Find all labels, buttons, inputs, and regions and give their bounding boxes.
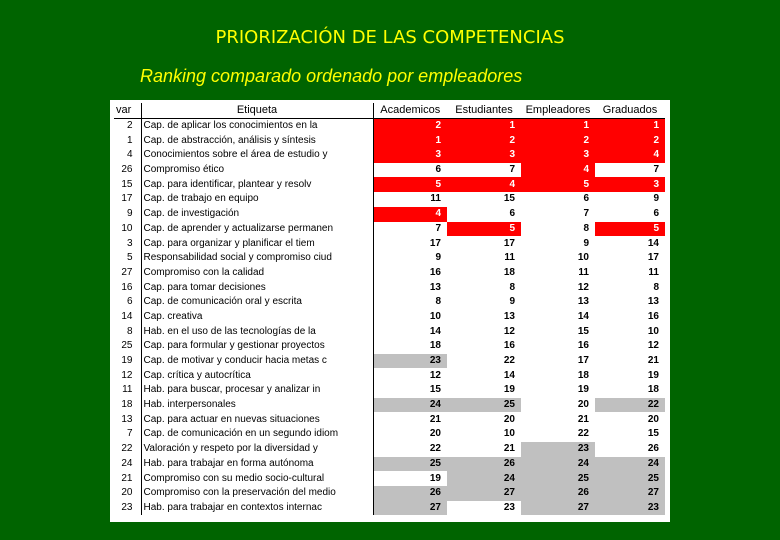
cell-estudiantes: 6 [509, 208, 515, 220]
cell-estudiantes: 5 [447, 222, 521, 237]
cell-academicos: 8 [435, 296, 441, 308]
cell-academicos: 13 [429, 281, 441, 293]
cell-graduados: 6 [653, 208, 659, 220]
cell-graduados: 12 [647, 340, 659, 352]
cell-empleadores: 24 [521, 457, 595, 472]
table-row [114, 148, 665, 163]
cell-estudiantes: 18 [503, 266, 515, 278]
cell-empleadores: 25 [521, 471, 595, 486]
cell-graduados: 22 [595, 398, 665, 413]
cell-estudiantes: 19 [503, 384, 515, 396]
cell-empleadores: 1 [521, 118, 595, 133]
cell-etiqueta: Compromiso con la preservación del medio [141, 486, 373, 501]
cell-etiqueta: Cap. creativa [141, 310, 373, 325]
header-etiqueta: Etiqueta [141, 103, 373, 118]
table-header-row [114, 103, 665, 118]
cell-etiqueta: Cap. de trabajo en equipo [141, 192, 373, 207]
cell-graduados: 27 [595, 486, 665, 501]
cell-etiqueta: Valoración y respeto por la diversidad y [141, 442, 373, 457]
cell-empleadores: 26 [521, 486, 595, 501]
cell-estudiantes: 3 [447, 148, 521, 163]
cell-graduados: 2 [595, 133, 665, 148]
cell-academicos: 20 [429, 428, 441, 440]
table-row [114, 383, 665, 398]
cell-graduados: 18 [647, 384, 659, 396]
table-row [114, 486, 665, 501]
cell-var: 20 [114, 486, 141, 501]
cell-var: 7 [114, 427, 141, 442]
cell-empleadores: 19 [577, 384, 589, 396]
table-row [114, 192, 665, 207]
cell-estudiantes: 12 [503, 325, 515, 337]
cell-etiqueta: Compromiso con su medio socio-cultural [141, 471, 373, 486]
cell-graduados: 3 [595, 177, 665, 192]
table-row [114, 324, 665, 339]
cell-etiqueta: Cap. crítica y autocrítica [141, 368, 373, 383]
cell-empleadores: 11 [578, 266, 589, 278]
cell-etiqueta: Cap. de aprender y actualizarse permanen [141, 222, 373, 237]
cell-var: 23 [114, 501, 141, 516]
cell-etiqueta: Cap. de aplicar los conocimientos en la [141, 118, 373, 133]
cell-etiqueta: Hab. para trabajar en contextos internac [141, 501, 373, 516]
ranking-table [114, 103, 665, 515]
cell-graduados: 13 [647, 296, 659, 308]
cell-etiqueta: Cap. para organizar y planificar el tiem [141, 236, 373, 251]
cell-var: 17 [114, 192, 141, 207]
cell-academicos: 25 [373, 457, 447, 472]
cell-var: 8 [114, 324, 141, 339]
table-row [114, 412, 665, 427]
cell-academicos: 9 [435, 252, 441, 264]
cell-etiqueta: Cap. de motivar y conducir hacia metas c [141, 354, 373, 369]
cell-graduados: 7 [653, 164, 659, 176]
header-academicos: Academicos [373, 103, 447, 118]
cell-graduados: 15 [647, 428, 659, 440]
cell-academicos: 16 [429, 266, 441, 278]
table-row [114, 457, 665, 472]
cell-academicos: 14 [429, 325, 441, 337]
cell-etiqueta: Hab. para trabajar en forma autónoma [141, 457, 373, 472]
header-graduados: Graduados [595, 103, 665, 118]
cell-estudiantes: 1 [447, 118, 521, 133]
cell-empleadores: 17 [577, 355, 589, 367]
cell-academicos: 21 [429, 413, 441, 425]
cell-academicos: 6 [435, 164, 441, 176]
cell-graduados: 9 [653, 193, 659, 205]
cell-var: 14 [114, 310, 141, 325]
cell-etiqueta: Compromiso ético [141, 163, 373, 178]
cell-var: 12 [114, 368, 141, 383]
table-row [114, 471, 665, 486]
cell-graduados: 17 [647, 252, 659, 264]
cell-estudiantes: 13 [503, 310, 515, 322]
cell-academicos: 4 [373, 207, 447, 222]
table-row [114, 295, 665, 310]
cell-academicos: 12 [429, 369, 441, 381]
cell-graduados: 11 [648, 266, 659, 278]
cell-estudiantes: 20 [503, 413, 515, 425]
cell-var: 6 [114, 295, 141, 310]
table-row [114, 251, 665, 266]
cell-etiqueta: Responsabilidad social y compromiso ciud [141, 251, 373, 266]
cell-estudiantes: 9 [509, 296, 515, 308]
cell-var: 25 [114, 339, 141, 354]
cell-academicos: 5 [373, 177, 447, 192]
cell-academicos: 22 [429, 443, 441, 455]
cell-empleadores: 21 [577, 413, 589, 425]
cell-academicos: 18 [429, 340, 441, 352]
cell-estudiantes: 11 [504, 252, 515, 264]
cell-etiqueta: Compromiso con la calidad [141, 266, 373, 281]
cell-etiqueta: Cap. de comunicación en un segundo idiom [141, 427, 373, 442]
cell-academicos: 10 [429, 310, 441, 322]
cell-academicos: 23 [373, 354, 447, 369]
table-row [114, 368, 665, 383]
table-row [114, 310, 665, 325]
cell-estudiantes: 2 [447, 133, 521, 148]
table-row [114, 177, 665, 192]
table-row [114, 339, 665, 354]
cell-var: 16 [114, 280, 141, 295]
cell-estudiantes: 10 [503, 428, 515, 440]
cell-etiqueta: Hab. interpersonales [141, 398, 373, 413]
cell-empleadores: 18 [577, 369, 589, 381]
table-row [114, 266, 665, 281]
cell-var: 27 [114, 266, 141, 281]
cell-academicos: 3 [373, 148, 447, 163]
table-row [114, 163, 665, 178]
table-row [114, 222, 665, 237]
cell-graduados: 23 [595, 501, 665, 516]
cell-var: 9 [114, 207, 141, 222]
cell-estudiantes: 27 [447, 486, 521, 501]
cell-academicos: 17 [429, 237, 441, 249]
cell-graduados: 21 [647, 355, 659, 367]
table-body [114, 118, 665, 515]
cell-var: 5 [114, 251, 141, 266]
cell-var: 4 [114, 148, 141, 163]
cell-estudiantes: 22 [503, 355, 515, 367]
cell-estudiantes: 16 [503, 340, 515, 352]
cell-etiqueta: Cap. para actuar en nuevas situaciones [141, 412, 373, 427]
cell-empleadores: 5 [521, 177, 595, 192]
header-empleadores: Empleadores [521, 103, 595, 118]
cell-estudiantes: 24 [447, 471, 521, 486]
cell-var: 3 [114, 236, 141, 251]
table-row [114, 133, 665, 148]
cell-var: 21 [114, 471, 141, 486]
cell-var: 11 [114, 383, 141, 398]
cell-graduados: 4 [595, 148, 665, 163]
cell-empleadores: 14 [577, 310, 589, 322]
cell-estudiantes: 7 [509, 164, 515, 176]
cell-empleadores: 4 [521, 163, 595, 178]
cell-estudiantes: 23 [503, 501, 515, 513]
cell-graduados: 19 [647, 369, 659, 381]
cell-etiqueta: Cap. de comunicación oral y escrita [141, 295, 373, 310]
page-subtitle: Ranking comparado ordenado por empleadores [140, 66, 523, 86]
cell-var: 10 [114, 222, 141, 237]
table-row [114, 354, 665, 369]
cell-empleadores: 2 [521, 133, 595, 148]
cell-academicos: 11 [430, 193, 441, 205]
table-row [114, 207, 665, 222]
cell-estudiantes: 26 [447, 457, 521, 472]
cell-empleadores: 9 [583, 237, 589, 249]
cell-empleadores: 22 [577, 428, 589, 440]
table-row [114, 501, 665, 516]
cell-estudiantes: 14 [503, 369, 515, 381]
cell-etiqueta: Cap. de investigación [141, 207, 373, 222]
cell-academicos: 1 [373, 133, 447, 148]
cell-empleadores: 3 [521, 148, 595, 163]
cell-estudiantes: 15 [503, 193, 515, 205]
cell-var: 22 [114, 442, 141, 457]
table-row [114, 442, 665, 457]
ranking-table-panel [110, 100, 670, 522]
cell-empleadores: 13 [577, 296, 589, 308]
cell-empleadores: 23 [521, 442, 595, 457]
cell-graduados: 5 [595, 222, 665, 237]
cell-var: 13 [114, 412, 141, 427]
cell-academicos: 27 [373, 501, 447, 516]
cell-estudiantes: 8 [509, 281, 515, 293]
cell-graduados: 20 [647, 413, 659, 425]
cell-var: 26 [114, 163, 141, 178]
cell-academicos: 7 [435, 222, 441, 234]
cell-academicos: 2 [373, 118, 447, 133]
cell-empleadores: 12 [577, 281, 589, 293]
cell-etiqueta: Hab. en el uso de las tecnologías de la [141, 324, 373, 339]
cell-etiqueta: Cap. para tomar decisiones [141, 280, 373, 295]
cell-estudiantes: 4 [447, 177, 521, 192]
cell-academicos: 19 [429, 472, 441, 484]
table-row [114, 427, 665, 442]
cell-academicos: 26 [373, 486, 447, 501]
cell-academicos: 24 [373, 398, 447, 413]
cell-estudiantes: 17 [503, 237, 515, 249]
cell-var: 15 [114, 177, 141, 192]
cell-empleadores: 8 [583, 222, 589, 234]
table-row [114, 398, 665, 413]
cell-etiqueta: Hab. para buscar, procesar y analizar in [141, 383, 373, 398]
cell-academicos: 15 [429, 384, 441, 396]
cell-var: 19 [114, 354, 141, 369]
cell-etiqueta: Cap. de abstracción, análisis y síntesis [141, 133, 373, 148]
cell-empleadores: 6 [583, 193, 589, 205]
cell-graduados: 25 [595, 471, 665, 486]
header-estudiantes: Estudiantes [447, 103, 521, 118]
table-row [114, 118, 665, 133]
cell-graduados: 24 [595, 457, 665, 472]
cell-estudiantes: 25 [447, 398, 521, 413]
cell-empleadores: 27 [521, 501, 595, 516]
cell-graduados: 10 [647, 325, 659, 337]
cell-empleadores: 15 [577, 325, 589, 337]
cell-etiqueta: Cap. para identificar, plantear y resolv [141, 177, 373, 192]
cell-var: 1 [114, 133, 141, 148]
cell-graduados: 16 [647, 310, 659, 322]
table-row [114, 280, 665, 295]
cell-empleadores: 16 [577, 340, 589, 352]
cell-var: 24 [114, 457, 141, 472]
cell-graduados: 1 [595, 118, 665, 133]
cell-graduados: 8 [653, 281, 659, 293]
cell-graduados: 14 [647, 237, 659, 249]
table-row [114, 236, 665, 251]
header-var: var [114, 103, 141, 118]
cell-var: 2 [114, 118, 141, 133]
cell-var: 18 [114, 398, 141, 413]
cell-etiqueta: Conocimientos sobre el área de estudio y [141, 148, 373, 163]
cell-empleadores: 20 [577, 399, 589, 411]
cell-empleadores: 10 [577, 252, 589, 264]
page-title: PRIORIZACIÓN DE LAS COMPETENCIAS [215, 27, 565, 48]
cell-graduados: 26 [647, 443, 659, 455]
cell-etiqueta: Cap. para formular y gestionar proyectos [141, 339, 373, 354]
cell-estudiantes: 21 [503, 443, 515, 455]
cell-empleadores: 7 [583, 208, 589, 220]
